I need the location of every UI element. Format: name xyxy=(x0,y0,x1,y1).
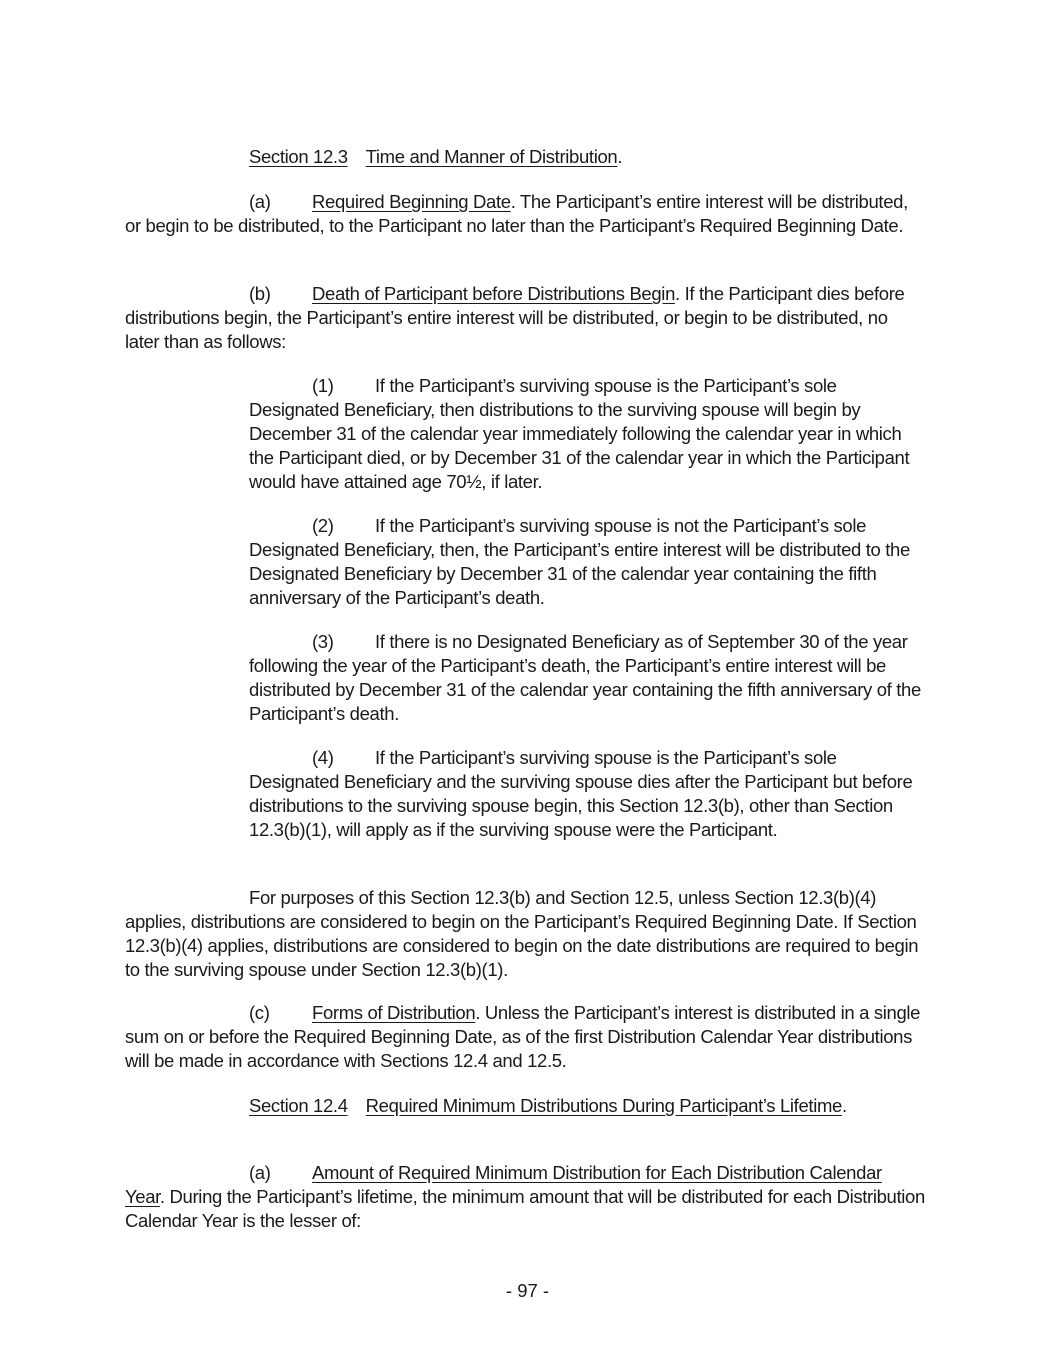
clause-heading: Required Beginning Date xyxy=(312,191,511,212)
clause-label: (a) xyxy=(249,1162,271,1183)
section-heading-12-3: Section 12.3 Time and Manner of Distribution. xyxy=(249,146,623,167)
clause-heading: Forms of Distribution xyxy=(312,1002,476,1023)
subclause-label: (1) xyxy=(312,375,334,396)
paragraph-12-3-b xyxy=(125,282,925,354)
clause-text: . The Participant’s entire interest will be distributed, or begin to be distributed, to the Participant no later than the Participant’s Required Beginning Date. xyxy=(125,191,908,236)
subclause-label: (3) xyxy=(312,631,334,652)
paragraph-purposes: For purposes of this Section 12.3(b) and Section 12.5, unless Section 12.3(b)(4) applies, distributions are considered to begin on the Participant’s Required Beginning Date. If Section 12.3(b)(4) applies, distributions are considered to begin on the date distributions are required to begin to the surviving spouse under Section 12.3(b)(1). xyxy=(125,887,919,980)
subclause-1 xyxy=(249,374,925,494)
section-title: Required Minimum Distributions During Participant’s Lifetime xyxy=(365,1095,842,1116)
subclause-4 xyxy=(249,746,925,842)
subclause-text: If the Participant’s surviving spouse is the Participant’s sole Designated Beneficiary and the surviving spouse dies after the Participant but before distributions to the surviving spouse begin, this Section 12.3(b), other than Section 12.3(b)(1), will apply as if the surviving spouse were the Participant. xyxy=(249,747,913,840)
clause-heading: Amount of Required Minimum Distribution for Each Distribution Calendar Year xyxy=(125,1162,882,1207)
paragraph-12-3-c xyxy=(125,1001,925,1073)
clause-label: (c) xyxy=(249,1002,270,1023)
subclause-label: (4) xyxy=(312,747,334,768)
subclause-text: If there is no Designated Beneficiary as of September 30 of the year following the year of the Participant’s death, the Participant’s entire interest will be distributed by December 31 of the calendar year containing the fifth anniversary of the Participant’s death. xyxy=(249,631,921,724)
subclause-text: If the Participant’s surviving spouse is the Participant’s sole Designated Beneficiary, then distributions to the surviving spouse will begin by December 31 of the calendar year immediately following the calendar year in which the Participant died, or by December 31 of the calendar year in which the Participant would have attained age 70½, if later. xyxy=(249,375,910,492)
paragraph-12-3-a xyxy=(125,190,925,238)
section-heading-12-4: Section 12.4 Required Minimum Distributions During Participant’s Lifetime. xyxy=(249,1095,847,1116)
page-number: - 97 - xyxy=(505,1280,550,1301)
clause-text: . During the Participant’s lifetime, the minimum amount that will be distributed for each Distribution Calendar Year is the lesser of: xyxy=(125,1186,925,1231)
subclause-3 xyxy=(249,630,925,726)
subclause-2 xyxy=(249,514,925,610)
clause-label: (b) xyxy=(249,283,271,304)
section-number: Section 12.4 xyxy=(249,1095,348,1116)
clause-label: (a) xyxy=(249,191,271,212)
clause-heading: Death of Participant before Distributions Begin xyxy=(312,283,676,304)
clause-text: . If the Participant dies before distributions begin, the Participant’s entire interest will be distributed, or begin to be distributed, no later than as follows: xyxy=(125,283,905,352)
section-number: Section 12.3 xyxy=(249,146,348,167)
clause-text: . Unless the Participant’s interest is distributed in a single sum on or before the Required Beginning Date, as of the first Distribution Calendar Year distributions will be made in accordance with Sections 12.4 and 12.5. xyxy=(125,1002,921,1071)
subclause-text: If the Participant’s surviving spouse is not the Participant’s sole Designated Beneficiary, then, the Participant’s entire interest will be distributed to the Designated Beneficiary by December 31 of the calendar year containing the fifth anniversary of the Participant’s death. xyxy=(249,515,910,608)
section-title: Time and Manner of Distribution xyxy=(365,146,618,167)
subclause-label: (2) xyxy=(312,515,334,536)
paragraph-12-4-a xyxy=(125,1161,925,1233)
